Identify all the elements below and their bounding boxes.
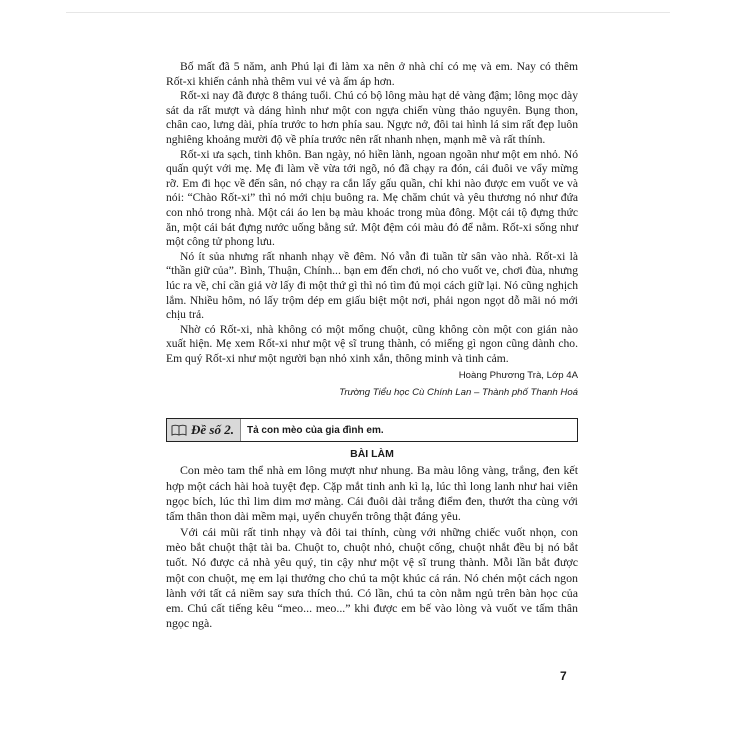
essay-paragraph: Với cái mũi rất tinh nhạy và đôi tai thính, cùng với những chiếc vuốt nhọn, con mèo bắt chuột thật tài ba. Chuột to, chuột nhỏ, chuột cống, chuột nhắt đều bị nó bắt tuốt. Nó được cả nhà yêu quý, tin cậy như một vệ sĩ trung thành. Mỗi lần bắt được một con chuột, mẹ em lại thưởng cho chú ta một khúc cá rán. Nó chén một cách ngon lành với tất cả niềm say sưa thích thú. Có lần, chú ta còn nằm ngủ trên bàn học của em. Chú cất tiếng kêu “meo... meo...” khi được em bế vào lòng và vuốt ve tấm thân ngọc ngà. bbox=[166, 524, 578, 631]
story-paragraph: Nhờ có Rốt-xi, nhà không có một mống chuột, cũng không còn một con gián nào xuất hiện. Mẹ xem Rốt-xi như một vệ sĩ trung thành, có miếng gì ngon cũng dành cho. Em quý Rốt-xi như một người bạn nhỏ xinh xắn, thông minh và tinh cảm. bbox=[166, 322, 578, 365]
story-paragraph: Rốt-xi ưa sạch, tinh khôn. Ban ngày, nó hiền lành, ngoan ngoãn như một em nhỏ. Nó quấn quýt với mẹ. Mẹ đi làm về vừa tới ngõ, nó đã chạy ra đón, cái đuôi ve vẩy mừng rỡ. Em đi học về đến sân, nó chạy ra cắn lấy gấu quần, chỉ khi nào được em vuốt ve và nói: “Chào Rốt-xi” thì nó mới chịu buông ra. Mẹ chăm chút và yêu thương nó như đứa con nhỏ trong nhà. Một cái áo len bạ màu khoác trong mùa đông. Một cái tộ đựng thức ăn, một cái bát đựng nước uống bằng sứ. Một đệm cói màu đỏ để nằm. Rốt-xi sống như một công tử phong lưu. bbox=[166, 147, 578, 249]
book-icon bbox=[171, 424, 187, 436]
page-number: 7 bbox=[560, 669, 567, 683]
story-section bbox=[166, 60, 578, 400]
top-divider bbox=[66, 12, 670, 13]
topic-title: Tả con mèo của gia đình em. bbox=[246, 424, 384, 436]
story-paragraph: Bố mất đã 5 năm, anh Phú lại đi làm xa nên ở nhà chỉ có mẹ và em. Nay có thêm Rốt-xi khiến cảnh nhà thêm vui vẻ và ấm áp hơn. bbox=[166, 60, 578, 88]
essay-paragraph: Con mèo tam thể nhà em lông mượt như nhung. Ba màu lông vàng, trắng, đen kết hợp một cách hài hoà tuyệt đẹp. Cặp mắt tinh anh kì lạ, lúc thì long lanh như hai viên ngọc bích, lúc thì lim dim mơ màng. Cái đuôi dài trắng điểm đen, thướt tha cùng với tấm thân thon dài mềm mại, uyển chuyển trông thật đáng yêu. bbox=[166, 463, 578, 524]
topic-tag bbox=[167, 419, 241, 441]
author-credit: Hoàng Phương Trà, Lớp 4A bbox=[458, 370, 578, 382]
topic-number: Đề số 2. bbox=[191, 422, 234, 438]
topic-box bbox=[166, 418, 578, 442]
essay-section bbox=[166, 463, 578, 631]
story-paragraph: Rốt-xi nay đã được 8 tháng tuổi. Chú có bộ lông màu hạt dẻ vàng đậm; lông mọc dày sát da rất mượt và dáng hình như một con ngựa chiến vùng thảo nguyên. Bụng thon, chân cao, lưng dài, phía trước to hơn phía sau. Ngực nở, đôi tai hình lá sim rất đẹp luôn nghiêng khoảng mười độ về phía trước nên rất nhanh nhẹn, mạnh mẽ và rất thính. bbox=[166, 89, 578, 146]
story-paragraph: Nó ít sủa nhưng rất nhanh nhạy về đêm. Nó vẫn đi tuần từ sân vào nhà. Rốt-xi là “thần giữ của”. Bình, Thuận, Chính... bạn em đến chơi, nó cho vuốt ve, chơi đùa, nhưng lúc ra về, chỉ cần giả vờ lấy đi một thứ gì thì nó tìm đủ mọi cách giữ lại. Nó cũng nghịch lắm. Nhiều hôm, nó lấy trộm dép em giấu biệt một nơi, phải ngon ngọt dỗ mãi nó mới chịu trả. bbox=[166, 249, 578, 322]
school-credit: Trường Tiểu học Cù Chính Lan – Thành phố Thanh Hoá bbox=[339, 387, 578, 399]
page-content bbox=[166, 60, 578, 632]
essay-heading: BÀI LÀM bbox=[350, 448, 394, 461]
